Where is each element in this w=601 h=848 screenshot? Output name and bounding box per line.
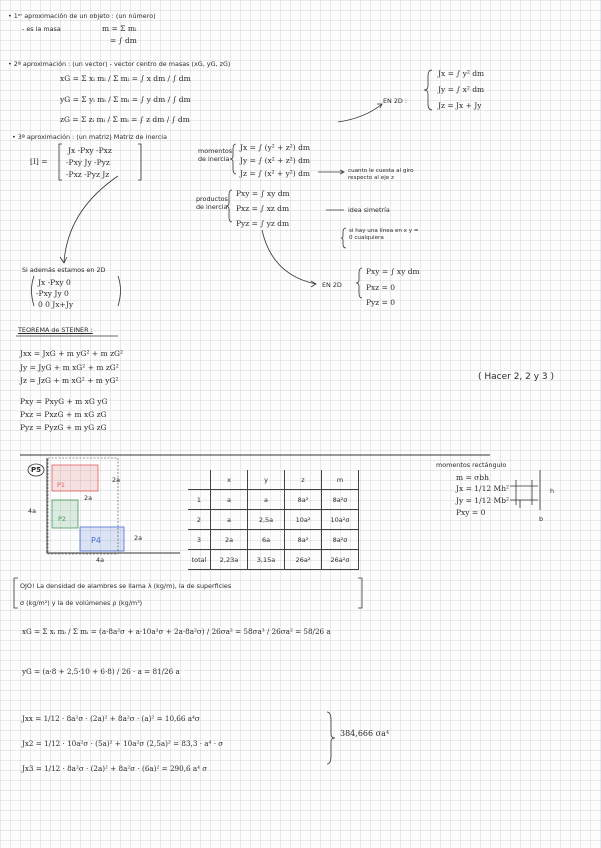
moment-jx: Jx = ∫ (y² + z²) dm <box>240 143 310 152</box>
arrowhead-2d-matrix <box>60 257 67 263</box>
table-cell: 2,23a <box>211 550 248 570</box>
piece-2-rect <box>52 500 78 528</box>
products-label: productos de inercia <box>196 195 228 211</box>
table-cell: 8a²σ <box>322 490 359 510</box>
table-cell: 2,5a <box>248 510 285 530</box>
moments-label: momentos de inercia <box>198 147 233 163</box>
en2d-a-l1: Jx = ∫ y² dm <box>438 69 485 78</box>
calc-jxx: Jxx = 1/12 · 8a²σ · (2a)² + 8a²σ · (a)² = 10,66 a⁴σ <box>22 714 200 723</box>
rect-title: momentos rectángulo <box>436 461 507 469</box>
matrix-row1: Jx -Pxy -Pxz <box>68 146 112 155</box>
table-header-cell: y <box>248 470 285 490</box>
calc-xg: xG = Σ xᵢ mᵢ / Σ mᵢ = (a·8a²σ + a·10a²σ + 2a·8a²σ) / 26σa² = 58σa³ / 26σa² = 58/26 a <box>22 627 331 636</box>
rect-l4: Pxy = 0 <box>456 508 486 517</box>
sec1-eq1: m = Σ mᵢ <box>102 24 137 33</box>
arrow-to-en2d-b <box>262 230 316 284</box>
arrow-to-2d-matrix <box>64 176 118 262</box>
p5-dim3: 4a <box>28 507 36 515</box>
brace-products <box>226 190 232 222</box>
p5-dim2: 2a <box>84 494 92 502</box>
brace-en2d-a <box>424 70 432 110</box>
table-header-cell: z <box>285 470 322 490</box>
arrowhead-en2d-b <box>311 281 316 287</box>
table-header-cell: x <box>211 470 248 490</box>
table-cell: a <box>248 490 285 510</box>
steiner-l4: Pxy = PxyG + m xG yG <box>20 397 108 406</box>
table-cell: 10a²σ <box>322 510 359 530</box>
table-cell: 8a² <box>285 490 322 510</box>
table-cell: 2a <box>211 530 248 550</box>
steiner-l1: Jxx = JxG + m yG² + m zG² <box>20 349 124 358</box>
moment-jy: Jy = ∫ (x² + z²) dm <box>240 156 310 165</box>
moments-note: cuanto le cuesta al giro respecto al eje z <box>348 168 414 181</box>
p5-dim1: 2a <box>112 476 120 484</box>
sym-title: Si además estamos en 2D <box>22 266 106 274</box>
rect-b: b <box>539 515 544 523</box>
rect-l1: m = σbh <box>456 473 489 482</box>
steiner-l3: Jz = JzG + m xG² + m yG² <box>20 376 119 385</box>
sec1-sub: - es la masa <box>22 25 61 33</box>
homework-note: ( Hacer 2, 2 y 3 ) <box>478 372 555 382</box>
en2d-b-label: EN 2D <box>322 281 342 289</box>
table-cell: a <box>211 510 248 530</box>
brace-note3 <box>341 228 346 248</box>
en2d-b-l2: Pxz = 0 <box>366 283 396 292</box>
piece-4-rect <box>80 527 124 551</box>
table-cell: 6a <box>248 530 285 550</box>
symmetry-note: idea simetría <box>348 206 390 214</box>
table-cell: 2 <box>188 510 211 530</box>
steiner-l2: Jy = JyG + m xG² + m zG² <box>20 363 119 372</box>
en2d-b-l1: Pxy = ∫ xy dm <box>366 267 420 276</box>
product-pyz: Pyz = ∫ yz dm <box>236 219 290 228</box>
density-brackets <box>14 578 362 608</box>
sec3-title: • 3ª aproximación : (un matriz) Matriz de inercia <box>12 133 167 141</box>
product-pxy: Pxy = ∫ xy dm <box>236 189 290 198</box>
sec2-zg: zG = Σ zᵢ mᵢ / Σ mᵢ = ∫ z dm / ∫ dm <box>60 115 190 124</box>
table-cell: 10a² <box>285 510 322 530</box>
brace-calc <box>327 712 335 764</box>
rect-sketch <box>510 470 540 510</box>
table-cell: a <box>211 490 248 510</box>
en2d-b-l3: Pyz = 0 <box>366 298 396 307</box>
steiner-l5: Pxz = PxzG + m xG zG <box>20 410 107 419</box>
sec1-eq2: = ∫ dm <box>110 36 137 45</box>
matrix-label: [I] = <box>30 157 48 166</box>
matrix-row2: -Pxy Jy -Pyz <box>66 158 110 167</box>
line-note: si hay una línea en x y = 0 cualquiera <box>349 228 419 241</box>
sec1-title: • 1ᵉʳ aproximación de un objeto : (un número) <box>8 12 156 20</box>
table-cell: total <box>188 550 211 570</box>
rect-l2: Jx = 1/12 Mh² <box>456 484 510 493</box>
sym-row2: -Pxy Jy 0 <box>36 289 69 298</box>
table-cell: 26a²σ <box>322 550 359 570</box>
piece-1-rect <box>52 465 98 491</box>
en2d-a-l2: Jy = ∫ x² dm <box>438 85 485 94</box>
sec2-yg: yG = Σ yᵢ mᵢ / Σ mᵢ = ∫ y dm / ∫ dm <box>60 95 191 104</box>
rect-h: h <box>550 487 555 495</box>
density-l1: OJO! La densidad de alambres se llama λ (kg/m), la de superficies <box>20 582 232 590</box>
calc-jx3: Jx3 = 1/12 · 8a²σ · (2a)² + 8a²σ · (6a)² = 290,6 a⁴ σ <box>22 764 208 773</box>
table-cell: 8a² <box>285 530 322 550</box>
calc-yg: yG = (a·8 + 2,5·10 + 6·8) / 26 · a = 81/26 a <box>22 667 180 676</box>
table-cell: 3 <box>188 530 211 550</box>
steiner-title: TEOREMA de STEINER : <box>18 326 93 334</box>
sec2-title: • 2ª aproximación : (un vector) - vector centro de masas (xG, yG, zG) <box>8 60 231 68</box>
brace-en2d-b <box>356 268 362 298</box>
calc-jx2: Jx2 = 1/12 · 10a²σ · (5a)² + 10a²σ (2,5a)² = 83,3 · a⁴ · σ <box>22 739 224 748</box>
product-pxz: Pxz = ∫ xz dm <box>236 204 290 213</box>
p5-dim4: 2a <box>134 534 142 542</box>
table-cell: 8a²σ <box>322 530 359 550</box>
p5-badge: P5 <box>31 466 42 474</box>
p5-dim5: 4a <box>96 556 104 564</box>
calc-total: 384,666 σa⁴ <box>340 729 390 738</box>
matrix-row3: -Pxz -Pyz Jz <box>66 170 110 179</box>
density-l2: σ (kg/m²) y la de volúmenes ρ (kg/m³) <box>20 599 143 607</box>
steiner-l6: Pyz = PyzG + m yG zG <box>20 423 107 432</box>
rect-l3: Jy = 1/12 Mb² <box>456 496 510 505</box>
moment-jz: Jz = ∫ (x² + y²) dm <box>240 169 310 178</box>
brace-moments <box>230 144 236 174</box>
sec2-xg: xG = Σ xᵢ mᵢ / Σ mᵢ = ∫ x dm / ∫ dm <box>60 74 191 83</box>
matrix-brackets <box>59 144 141 180</box>
en2d-a-l3: Jz = Jx + Jy <box>438 101 482 110</box>
sym-matrix-parens <box>32 276 121 306</box>
sym-row3: 0 0 Jx+Jy <box>38 300 74 309</box>
table-cell: 1 <box>188 490 211 510</box>
p5-circle <box>28 464 44 476</box>
table-cell: 3,15a <box>248 550 285 570</box>
table-header-cell: m <box>322 470 359 490</box>
sym-row1: Jx -Pxy 0 <box>38 278 71 287</box>
arrow-sec2-en2d <box>338 104 382 122</box>
en2d-a-label: EN 2D : <box>383 97 408 105</box>
table-cell: 26a² <box>285 550 322 570</box>
